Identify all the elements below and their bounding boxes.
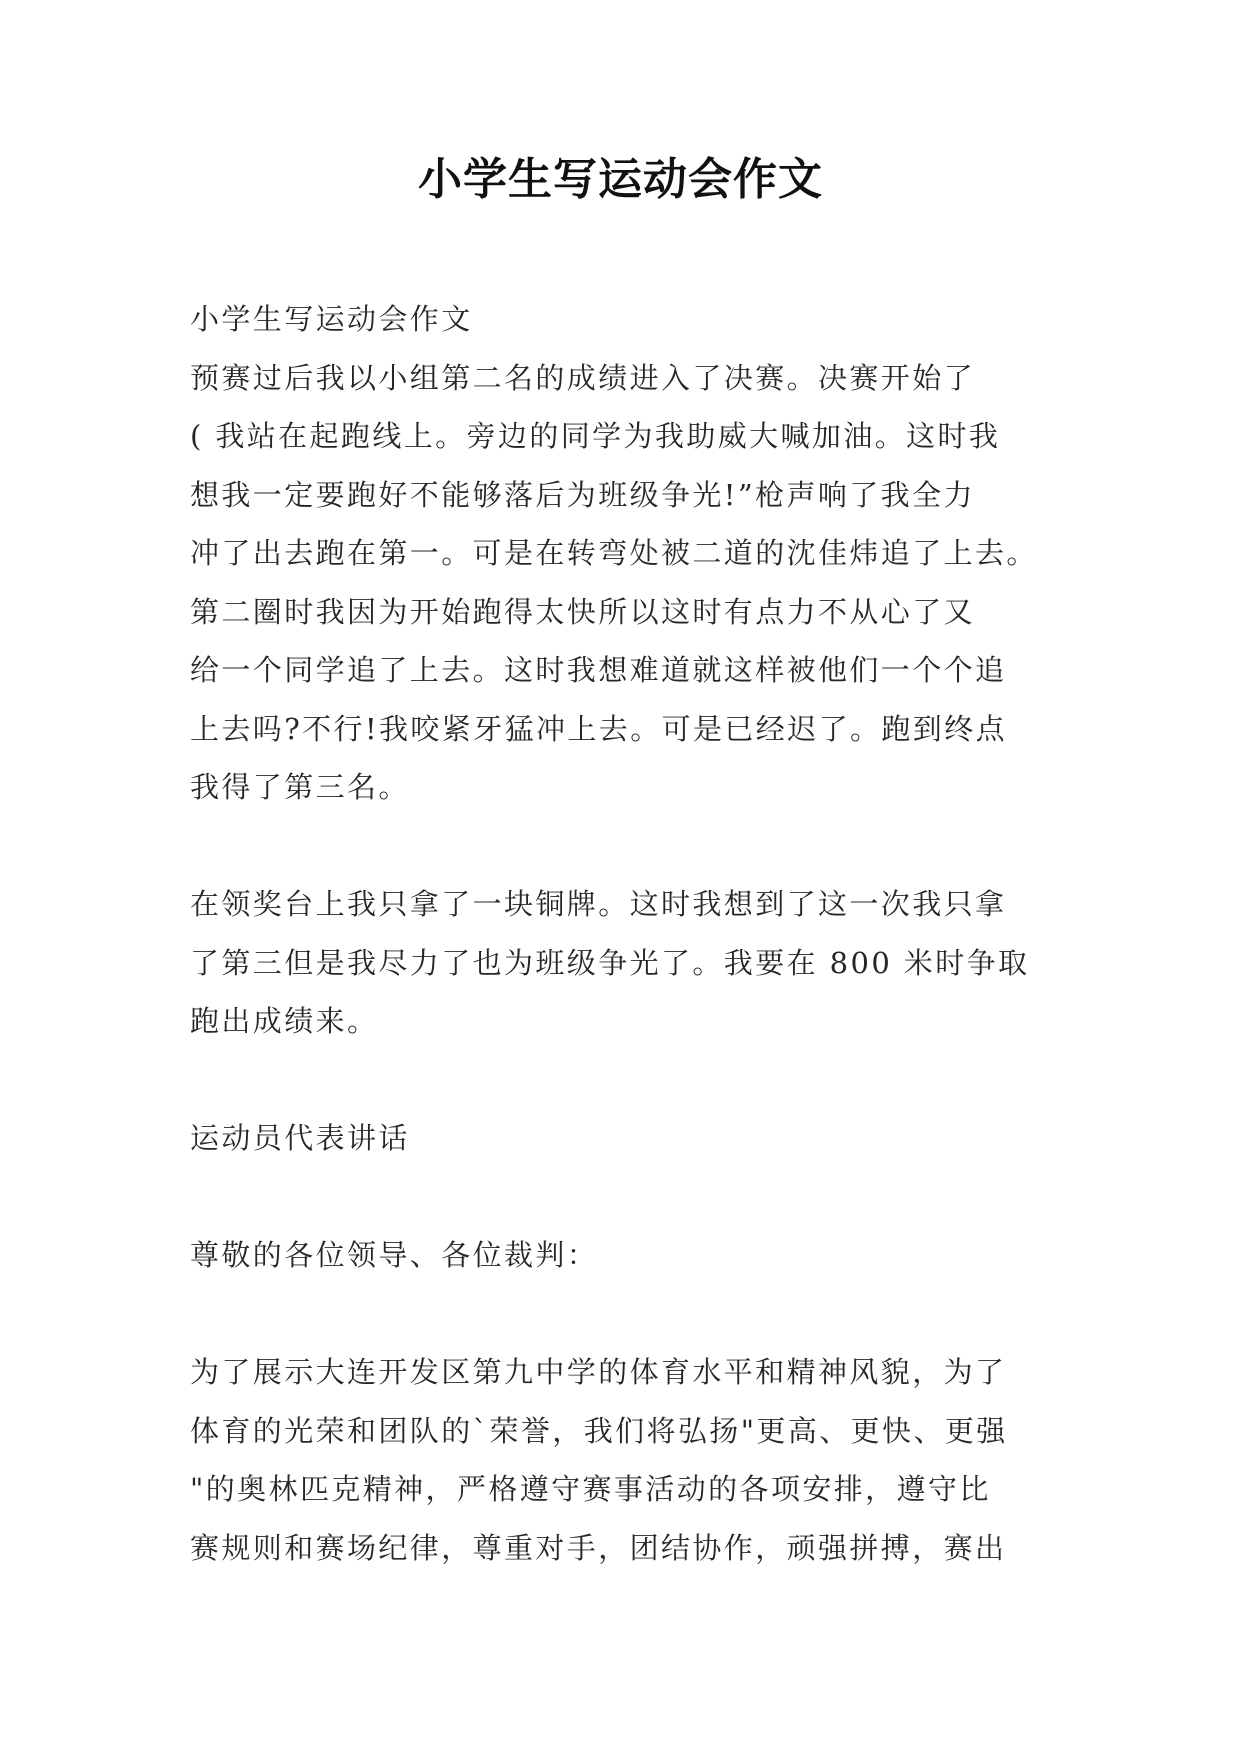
- paragraph-gap: [190, 1051, 1050, 1110]
- document-body: [190, 290, 1050, 1577]
- paragraph-award: [190, 875, 1050, 1051]
- paragraph-gap: [190, 1285, 1050, 1344]
- text-line: 为了展示大连开发区第九中学的体育水平和精神风貌，为了: [190, 1355, 1007, 1389]
- text-line: "的奥林匹克精神，严格遵守赛事活动的各项安排，遵守比: [190, 1472, 991, 1506]
- text-line: 尊敬的各位领导、各位裁判：: [190, 1238, 599, 1272]
- paragraph-gap: [190, 1168, 1050, 1227]
- text-line: 我得了第三名。: [190, 770, 410, 804]
- text-line: 体育的光荣和团队的`荣誉，我们将弘扬"更高、更快、更强: [190, 1413, 1008, 1448]
- text-line: 运动员代表讲话: [190, 1121, 410, 1155]
- salutation: [190, 1226, 1050, 1285]
- text-line: 跑出成绩来。: [190, 1004, 379, 1038]
- text-line: 冲了出去跑在第一。可是在转弯处被二道的沈佳炜追了上去。: [190, 536, 1038, 570]
- text-line: 上去吗?不行!我咬紧牙猛冲上去。可是已经迟了。跑到终点: [190, 711, 1008, 746]
- document-title: 小学生写运动会作文: [418, 154, 823, 205]
- paragraph-oath: [190, 1343, 1050, 1577]
- text-line: 赛规则和赛场纪律，尊重对手，团结协作，顽强拼搏，赛出: [190, 1530, 1007, 1565]
- paragraph-gap: [190, 817, 1050, 876]
- paragraph-race-story: [190, 290, 1050, 817]
- section-heading-speech: [190, 1109, 1050, 1168]
- text-line: 了第三但是我尽力了也为班级争光了。我要在 800 米时争取: [190, 945, 1030, 980]
- text-line: 想我一定要跑好不能够落后为班级争光!”枪声响了我全力: [190, 477, 975, 512]
- text-line: 预赛过后我以小组第二名的成绩进入了决赛。决赛开始了: [190, 360, 976, 395]
- text-line: ( 我站在起跑线上。旁边的同学为我助威大喊加油。这时我: [190, 419, 1001, 453]
- text-line: 在领奖台上我只拿了一块铜牌。这时我想到了这一次我只拿: [190, 887, 1007, 921]
- text-line: 给一个同学追了上去。这时我想难道就这样被他们一个个追: [190, 653, 1007, 687]
- text-line: 第二圈时我因为开始跑得太快所以这时有点力不从心了又: [190, 594, 976, 629]
- text-line: 小学生写运动会作文: [190, 302, 473, 336]
